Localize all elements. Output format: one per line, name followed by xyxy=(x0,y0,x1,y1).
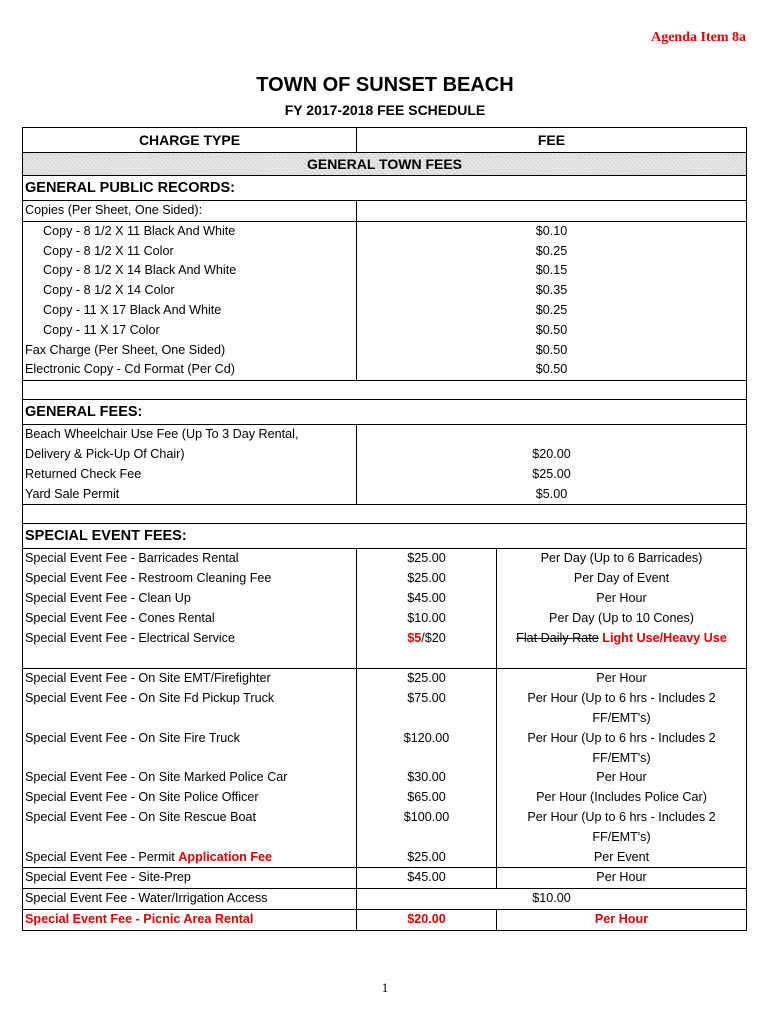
fd-truck-unit-cont: FF/EMT's) xyxy=(497,709,747,729)
table-row xyxy=(23,242,747,262)
document-title: TOWN OF SUNSET BEACH xyxy=(256,74,514,96)
table-row xyxy=(23,589,747,609)
special-fee-label: Special Event Fee - Clean Up xyxy=(25,590,191,605)
spacer-row xyxy=(23,381,747,400)
yard-sale-fee: $5.00 xyxy=(357,485,747,505)
permit-fee: $25.00 xyxy=(357,848,497,868)
police-officer-fee: $65.00 xyxy=(357,788,497,808)
police-car-unit: Per Hour xyxy=(497,768,747,788)
electrical-label: Special Event Fee - Electrical Service xyxy=(25,630,235,645)
table-row xyxy=(23,868,747,889)
permit-unit: Per Event xyxy=(497,848,747,868)
special-fee-label: Special Event Fee - Barricades Rental xyxy=(25,551,239,566)
charge-type-header: CHARGE TYPE xyxy=(138,132,241,148)
electrical-old-unit: Flat Daily Rate xyxy=(516,630,599,645)
table-row xyxy=(23,909,747,930)
fire-truck-fee: $120.00 xyxy=(357,729,497,749)
table-row xyxy=(23,768,747,788)
record-fee: $0.25 xyxy=(357,301,747,321)
police-officer-unit: Per Hour (Includes Police Car) xyxy=(497,788,747,808)
siteprep-label: Special Event Fee - Site-Prep xyxy=(25,870,191,885)
record-label: Copy - 8 1/2 X 11 Black And White xyxy=(43,223,236,238)
fee-header: FEE xyxy=(357,128,747,153)
picnic-label: Special Event Fee - Picnic Area Rental xyxy=(25,911,254,926)
police-car-label: Special Event Fee - On Site Marked Police Car xyxy=(25,770,288,785)
rescue-boat-label: Special Event Fee - On Site Rescue Boat xyxy=(25,809,257,824)
fd-truck-unit: Per Hour (Up to 6 hrs - Includes 2 xyxy=(497,689,747,709)
document-subtitle: FY 2017-2018 FEE SCHEDULE xyxy=(284,102,486,118)
general-fees-heading: GENERAL FEES: xyxy=(25,404,143,421)
table-row xyxy=(23,808,747,828)
table-row xyxy=(23,788,747,808)
rescue-boat-unit: Per Hour (Up to 6 hrs - Includes 2 xyxy=(497,808,747,828)
special-event-heading: SPECIAL EVENT FEES: xyxy=(25,528,187,545)
returned-check-label: Returned Check Fee xyxy=(25,466,142,481)
emt-unit: Per Hour xyxy=(497,669,747,689)
table-header-row xyxy=(23,128,747,153)
record-label: Copy - 11 X 17 Black And White xyxy=(43,302,222,317)
page-number: 1 xyxy=(381,980,389,995)
special-fee-label: Special Event Fee - Cones Rental xyxy=(25,610,215,625)
record-label: Copy - 8 1/2 X 11 Color xyxy=(43,243,174,258)
rescue-boat-fee: $100.00 xyxy=(357,808,497,828)
section-band xyxy=(23,153,747,176)
spacer-row xyxy=(23,648,747,669)
table-row xyxy=(23,341,747,361)
electrical-fee-rest: /$20 xyxy=(421,630,446,645)
electrical-unit xyxy=(497,629,747,649)
permit-label-red: Application Fee xyxy=(178,849,273,864)
table-row xyxy=(23,749,747,769)
table-row xyxy=(23,301,747,321)
general-town-fees-band: GENERAL TOWN FEES xyxy=(23,153,747,176)
table-row xyxy=(23,321,747,341)
table-row xyxy=(23,569,747,589)
special-fee-amount: $45.00 xyxy=(357,589,497,609)
water-fee: $10.00 xyxy=(357,889,747,910)
special-fee-amount: $25.00 xyxy=(357,569,497,589)
electrical-fee xyxy=(357,629,497,649)
table-row xyxy=(23,281,747,301)
police-car-fee: $30.00 xyxy=(357,768,497,788)
fd-truck-fee: $75.00 xyxy=(357,689,497,709)
record-fee: $0.15 xyxy=(357,261,747,281)
table-row xyxy=(23,828,747,848)
record-label: Fax Charge (Per Sheet, One Sided) xyxy=(25,342,226,357)
record-fee: $0.50 xyxy=(357,341,747,361)
table-row xyxy=(23,201,747,222)
emt-label: Special Event Fee - On Site EMT/Firefighter xyxy=(25,671,271,686)
table-row xyxy=(23,609,747,629)
table-row xyxy=(23,629,747,649)
water-label: Special Event Fee - Water/Irrigation Access xyxy=(25,891,268,906)
table-row xyxy=(23,360,747,380)
special-fee-unit: Per Day (Up to 10 Cones) xyxy=(497,609,747,629)
table-row xyxy=(23,221,747,241)
table-row xyxy=(23,485,747,505)
table-row xyxy=(23,425,747,445)
special-fee-amount: $10.00 xyxy=(357,609,497,629)
table-row xyxy=(23,889,747,910)
table-row xyxy=(23,729,747,749)
electrical-fee-new: $5 xyxy=(407,630,422,645)
special-fee-label: Special Event Fee - Restroom Cleaning Fee xyxy=(25,571,272,586)
record-fee: $0.35 xyxy=(357,281,747,301)
siteprep-fee: $45.00 xyxy=(357,868,497,889)
siteprep-unit: Per Hour xyxy=(497,868,747,889)
fire-truck-unit: Per Hour (Up to 6 hrs - Includes 2 xyxy=(497,729,747,749)
special-fee-unit: Per Hour xyxy=(497,589,747,609)
table-row xyxy=(23,669,747,689)
fee-schedule-table xyxy=(22,127,747,931)
emt-fee: $25.00 xyxy=(357,669,497,689)
section-heading-row xyxy=(23,400,747,425)
record-label: Copy - 8 1/2 X 14 Color xyxy=(43,283,175,298)
fd-truck-label: Special Event Fee - On Site Fd Pickup Truck xyxy=(25,691,275,706)
wheelchair-label-line2: Delivery & Pick-Up Of Chair) xyxy=(25,446,185,461)
section-heading-row xyxy=(23,524,747,549)
table-row xyxy=(23,689,747,709)
wheelchair-label-line1: Beach Wheelchair Use Fee (Up To 3 Day Rental, xyxy=(25,427,299,442)
picnic-unit: Per Hour xyxy=(497,909,747,930)
special-fee-unit: Per Day of Event xyxy=(497,569,747,589)
table-row xyxy=(23,465,747,485)
records-heading: GENERAL PUBLIC RECORDS: xyxy=(25,180,235,196)
special-fee-unit: Per Day (Up to 6 Barricades) xyxy=(497,549,747,569)
table-row xyxy=(23,549,747,569)
fire-truck-unit-cont: FF/EMT's) xyxy=(497,749,747,769)
record-fee: $0.10 xyxy=(357,221,747,241)
record-label: Copy - 8 1/2 X 14 Black And White xyxy=(43,263,237,278)
record-fee: $0.50 xyxy=(357,321,747,341)
yard-sale-label: Yard Sale Permit xyxy=(25,486,120,501)
wheelchair-fee: $20.00 xyxy=(357,445,747,465)
record-label: Copy - 11 X 17 Color xyxy=(43,322,160,337)
police-officer-label: Special Event Fee - On Site Police Officer xyxy=(25,790,259,805)
table-row xyxy=(23,709,747,729)
electrical-new-unit: Light Use/Heavy Use xyxy=(598,630,727,645)
permit-label xyxy=(23,848,357,868)
rescue-boat-unit-cont: FF/EMT's) xyxy=(497,828,747,848)
record-fee: $0.25 xyxy=(357,242,747,262)
section-heading-row xyxy=(23,176,747,201)
table-row xyxy=(23,261,747,281)
special-fee-amount: $25.00 xyxy=(357,549,497,569)
table-row xyxy=(23,848,747,868)
fire-truck-label: Special Event Fee - On Site Fire Truck xyxy=(25,730,240,745)
permit-label-text: Special Event Fee - Permit xyxy=(25,849,179,864)
picnic-fee: $20.00 xyxy=(357,909,497,930)
agenda-item-label: Agenda Item 8a xyxy=(651,30,746,45)
copies-label: Copies (Per Sheet, One Sided): xyxy=(25,203,203,217)
table-row xyxy=(23,445,747,465)
record-fee: $0.50 xyxy=(357,360,747,380)
returned-check-fee: $25.00 xyxy=(357,465,747,485)
spacer-row xyxy=(23,505,747,524)
record-label: Electronic Copy - Cd Format (Per Cd) xyxy=(25,362,235,377)
